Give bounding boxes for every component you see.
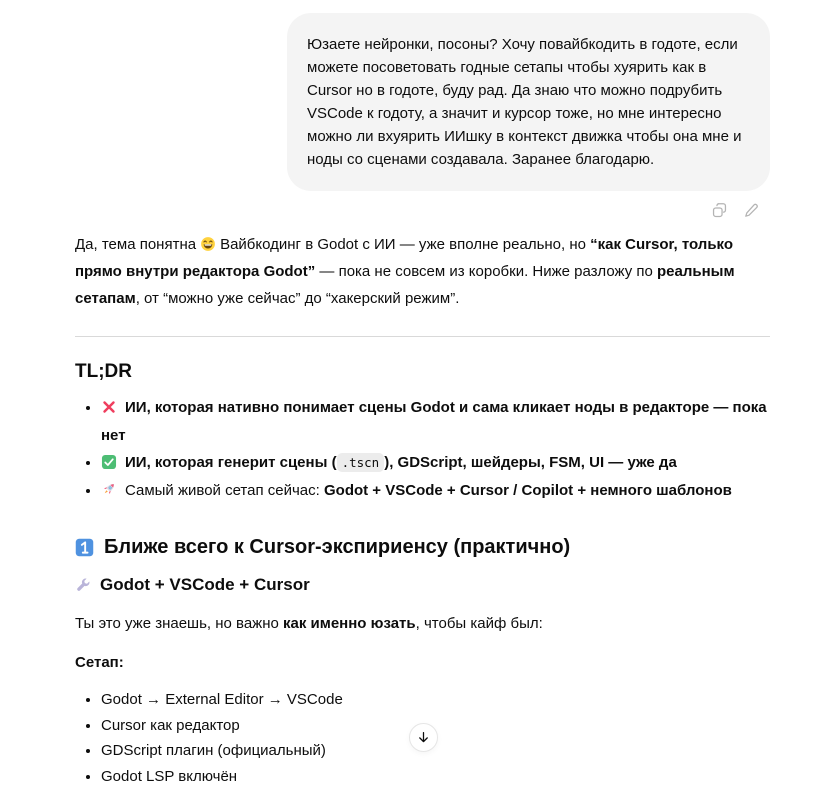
section1-paragraph: Ты это уже знаешь, но важно как именно юзать, чтобы кайф был: xyxy=(75,610,770,637)
list-item: • ИИ, которая нативно понимает сцены Godot и сама кликает ноды в редакторе — пока нет xyxy=(101,394,770,449)
keycap-1-icon xyxy=(75,538,94,557)
cross-mark-icon xyxy=(101,399,117,415)
list-item: • Godot LSP включён xyxy=(101,764,770,789)
user-message-bubble xyxy=(287,13,770,191)
check-mark-icon xyxy=(101,454,117,470)
user-message-text: Юзаете нейронки, посоны? Хочу повайбкодить в годоте, если можете посоветовать годные сетапы чтобы хуярить как в Cursor но в годоте, буду рад. Да знаю что можно подрубить VSCode к годоту, а значит и курсор тоже, но мне интересно можно ли вхуярить ИИшку в контекст движка чтобы она мне и ноды со сценами создавала. Заранее благодарю. xyxy=(307,33,750,171)
section1-subheading xyxy=(75,574,770,596)
section1-subheading-text: Godot + VSCode + Cursor xyxy=(100,574,310,596)
section-divider xyxy=(75,336,770,337)
intro-paragraph: Да, тема понятна Вайбкодинг в Godot с ИИ — уже вполне реально, но “как Cursor, только прямо внутри редактора Godot” — пока не совсем из коробки. Ниже разложу по реальным сетапам, от “можно уже сейчас” до “хакерский режим”. xyxy=(75,231,770,312)
tldr-list xyxy=(75,394,770,504)
wrench-icon xyxy=(75,577,91,593)
section1-heading xyxy=(75,534,770,560)
user-message-actions xyxy=(75,199,762,219)
list-item: • ИИ, которая генерит сцены ( .tscn ), GDScript, шейдеры, FSM, UI — уже да xyxy=(101,449,770,477)
pencil-icon xyxy=(743,202,760,219)
edit-button[interactable] xyxy=(740,199,762,221)
section1-heading-text: Ближе всего к Cursor-экспириенсу (практично) xyxy=(104,534,570,560)
copy-icon xyxy=(711,202,728,219)
setup-label: Сетап: xyxy=(75,649,770,676)
list-item: • Godot → External Editor → VSCode xyxy=(101,687,770,713)
scroll-to-bottom-button[interactable] xyxy=(409,723,438,752)
inline-code: .tscn xyxy=(337,453,385,472)
grinning-face-icon xyxy=(200,236,216,252)
arrow-down-icon xyxy=(416,730,431,745)
list-item: • Самый живой сетап сейчас: Godot + VSCode + Cursor / Copilot + немного шаблонов xyxy=(101,477,770,505)
list-item: • GDScript плагин (официальный) xyxy=(101,738,770,764)
copy-button[interactable] xyxy=(708,199,730,221)
list-item: • Cursor как редактор xyxy=(101,713,770,739)
user-message-row xyxy=(75,13,770,191)
assistant-message xyxy=(75,231,770,789)
rocket-icon xyxy=(101,481,117,497)
tldr-heading: TL;DR xyxy=(75,359,770,384)
chat-thread xyxy=(75,13,770,789)
